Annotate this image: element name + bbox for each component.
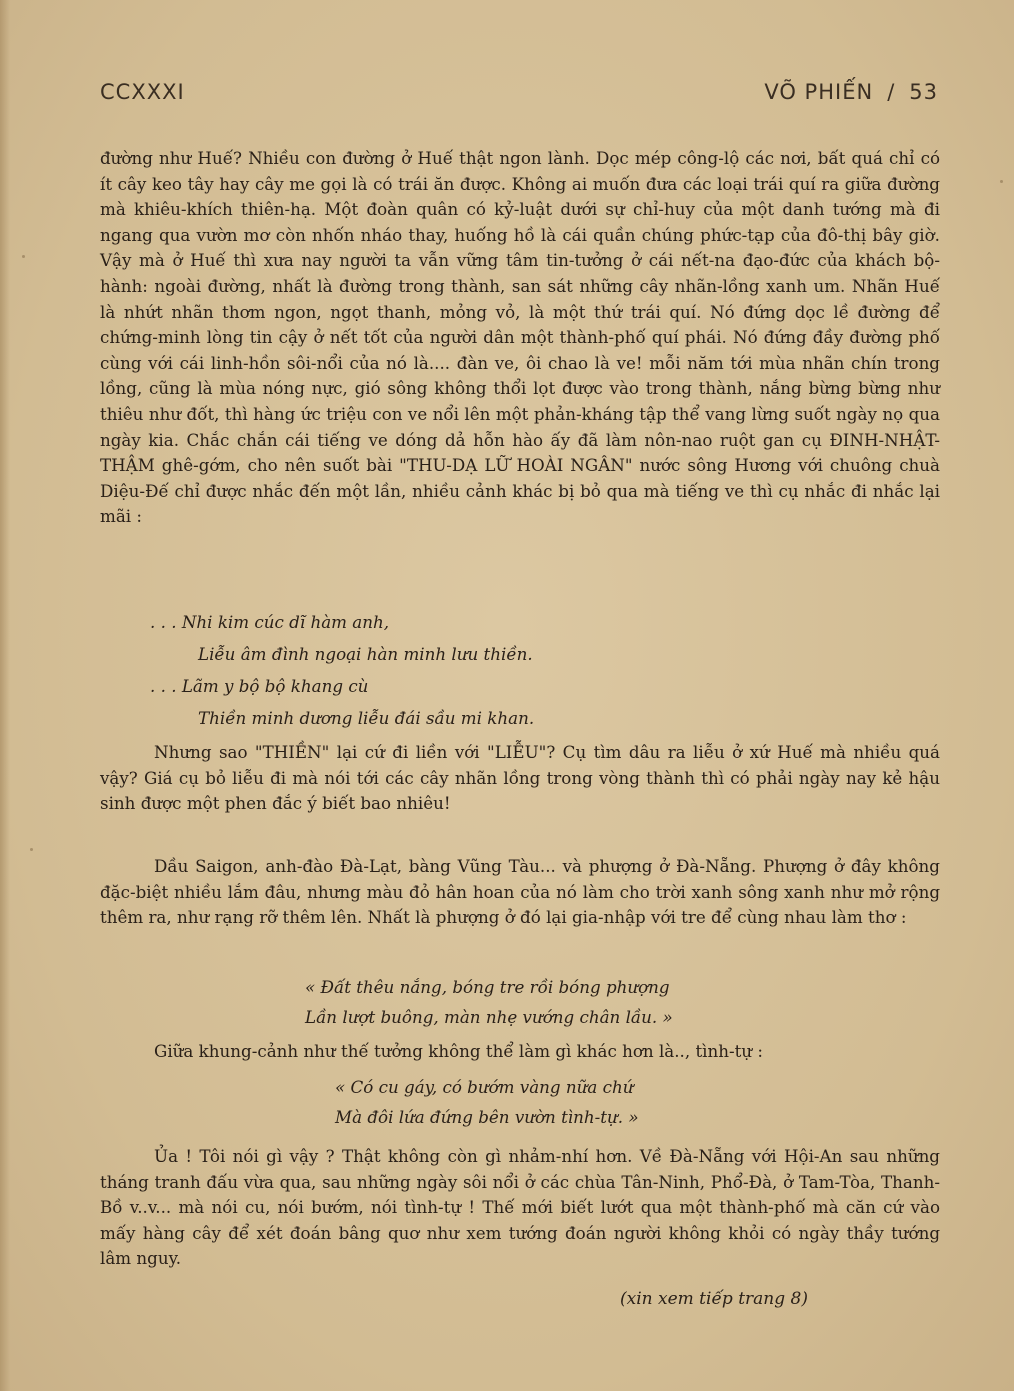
header-separator: / <box>887 80 896 104</box>
paragraph-5 <box>100 1144 940 1272</box>
paragraph-1-text: đường như Huế? Nhiều con đường ở Huế thật ngon lành. Dọc mép công-lộ các nơi, bất quá chỉ có ít cây keo tây hay cây me gọi là có trái ăn được. Không ai muốn đưa các loại trái quí ra giữa đường mà khiêu-khích thiên-hạ. Một đoàn quân có kỷ-luật dưới sự chỉ-huy của một danh tướng mà đi ngang qua vườn mơ còn nhốn nháo thay, huống hồ là cái quần chúng phức-tạp của đô-thị bây giờ. Vậy mà ở Huế thì xưa nay người ta vẫn vững tâm tin-tưởng ở cái nết-na đạo-đức của khách bộ-hành: ngoài đường, nhất là đường trong thành, san sát những cây nhãn-lồng xanh um. Nhãn Huế là nhứt nhãn thơm ngon, ngọt thanh, mỏng vỏ, là một thứ trái quí. Nó đứng dọc lề đường để chứng-minh lòng tin cậy ở nết tốt của người dân một thành-phố quí phái. Nó đứng đầy đường phố cùng với cái linh-hồn sôi-nổi của nó là.... đàn ve, ôi chao là ve! mỗi năm tới mùa nhãn chín trong lồng, cũng là mùa nóng nực, gió sông không thổi lọt được vào trong thành, nắng bừng bừng như thiêu như đốt, thì hàng ức triệu con ve nổi lên một phản-kháng tập thể vang lừng suốt ngày nọ qua ngày kia. Chắc chắn cái tiếng ve dóng dả hỗn hào ấy đã làm nôn-nao ruột gan cụ ĐINH-NHẬT-THẬM ghê-gớm, cho nên suốt bài "THU-DẠ LỮ HOÀI NGÂN" nước sông Hương với chuông chuà Diệu-Đế chỉ được nhắc đến một lần, nhiều cảnh khác bị bỏ qua mà tiếng ve thì cụ nhắc đi nhắc lại mãi : <box>100 148 940 527</box>
poem-line: Mà đôi lứa đứng bên vườn tình-tự. » <box>335 1107 639 1127</box>
paragraph-3-text: Dầu Saigon, anh-đào Đà-Lạt, bàng Vũng Tàu... và phượng ở Đà-Nẵng. Phượng ở đây không đặc-biệt nhiều lắm đâu, nhưng màu đỏ hân hoan của nó làm cho trời xanh sông xanh như mở rộng thêm ra, như rạng rỡ thêm lên. Nhất là phượng ở đó lại gia-nhập với tre để cùng nhau làm thơ : <box>100 856 940 928</box>
paper-speck <box>22 255 25 258</box>
poem-line: . . . Nhi kim cúc dĩ hàm anh, <box>150 612 390 632</box>
author-and-page <box>764 80 938 104</box>
author-name: VÕ PHIẾN <box>764 80 874 104</box>
poem-excerpt-2 <box>305 972 805 1032</box>
paper-speck <box>30 848 33 851</box>
paragraph-5-text: Ủa ! Tôi nói gì vậy ? Thật không còn gì nhảm-nhí hơn. Về Đà-Nẵng với Hội-An sau những tháng tranh đấu vừa qua, sau những ngày sôi nổi ở các chùa Tân-Ninh, Phổ-Đà, ở Tam-Tòa, Thanh-Bồ v..v... mà nói cu, nói bướm, nói tình-tự ! Thế mới biết lướt qua một thành-phố mà căn cứ vào mấy hàng cây để xét đoán bâng quơ như xem tướng đoán người không khỏi có ngày thầy tướng lâm nguy. <box>100 1146 940 1269</box>
poem-excerpt-1 <box>150 606 750 734</box>
running-header <box>100 80 938 110</box>
poem-line: Lần lượt buông, màn nhẹ vướng chân lầu. » <box>305 1007 673 1027</box>
paragraph-1 <box>100 146 940 530</box>
poem-excerpt-3 <box>335 1072 835 1132</box>
poem-line: Liễu âm đình ngoại hàn minh lưu thiền. <box>198 644 533 664</box>
page-number: 53 <box>909 80 938 104</box>
poem-line: « Đất thêu nắng, bóng tre rồi bóng phượng <box>305 977 670 997</box>
paragraph-4: Giữa khung-cảnh như thế tưởng không thể làm gì khác hơn là.., tình-tự : <box>154 1041 764 1061</box>
page-edge-shadow <box>0 0 10 1391</box>
issue-number: CCXXXI <box>100 80 185 104</box>
continuation-note: (xin xem tiếp trang 8) <box>620 1289 808 1309</box>
paragraph-3 <box>100 854 940 931</box>
paragraph-2 <box>100 740 940 817</box>
poem-line: « Có cu gáy, có bướm vàng nữa chứ <box>335 1077 634 1097</box>
paper-speck <box>1000 180 1003 183</box>
paragraph-2-text: Nhưng sao "THIỀN" lại cứ đi liền với "LIỄU"? Cụ tìm dâu ra liễu ở xứ Huế mà nhiều quá vậy? Giá cụ bỏ liễu đi mà nói tới các cây nhãn lồng trong vòng thành thì có phải ngày nay kẻ hậu sinh được một phen đắc ý biết bao nhiêu! <box>100 742 940 814</box>
poem-line: . . . Lãm y bộ bộ khang cù <box>150 676 369 696</box>
poem-line: Thiền minh dương liễu đái sầu mi khan. <box>198 708 535 728</box>
